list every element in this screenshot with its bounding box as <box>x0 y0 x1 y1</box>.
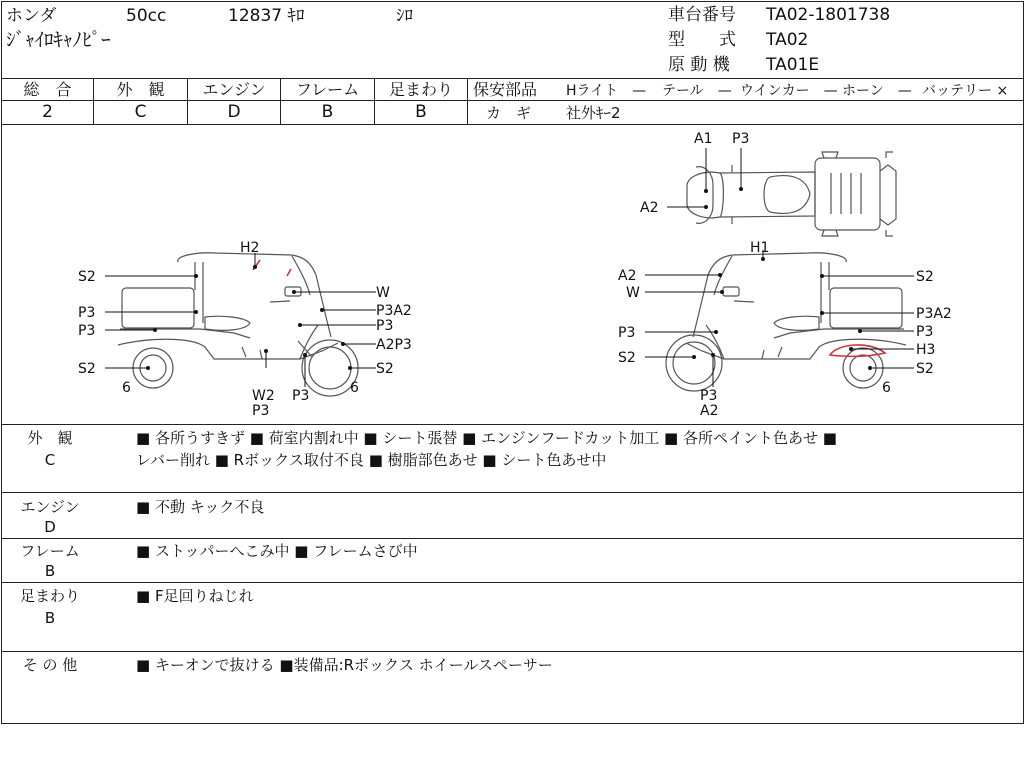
remark-title-other: そ の 他 <box>22 656 78 674</box>
label-s2: S2 <box>916 361 934 377</box>
label-a2: A2 <box>618 268 637 284</box>
label-w: W <box>626 285 640 301</box>
remark-grade-frame: B <box>44 562 56 580</box>
remark-text-frame: ■ ストッパーへこみ中 ■ フレームさび中 <box>136 542 418 560</box>
overall-grade: 2 <box>42 102 53 122</box>
damage-diagram <box>0 125 1024 424</box>
right-side-scooter <box>666 253 906 391</box>
label-a2p3: A2P3 <box>376 337 412 353</box>
label-p3: P3 <box>252 403 270 419</box>
remark-text-engine: ■ 不動 キック不良 <box>136 498 265 516</box>
label-p3: P3 <box>78 323 96 339</box>
remark-grade-engine: D <box>44 518 56 536</box>
model-name: ｼﾞｬｲﾛｷｬﾉﾋﾟｰ <box>6 29 111 51</box>
chassis-label: 車台番号 <box>668 5 736 25</box>
divider <box>1 582 1023 583</box>
key-value: 社外ｷｰ2 <box>566 104 621 122</box>
label-h2: H2 <box>240 240 260 256</box>
chassis-value: TA02-1801738 <box>766 5 891 25</box>
label-p3: P3 <box>78 305 96 321</box>
divider <box>1 538 1023 539</box>
label-p3: P3 <box>916 324 934 340</box>
remark-title-suspension: 足まわり <box>19 587 80 605</box>
remark-text-other: ■ キーオンで抜ける ■装備品:Rボックス ホイールスペーサー <box>136 656 553 674</box>
suspension-label: 足まわり <box>388 80 453 99</box>
divider <box>1 651 1023 652</box>
engine-model-value: TA01E <box>766 55 820 75</box>
left-side-scooter <box>118 253 358 396</box>
label-w2: W2 <box>252 388 275 404</box>
label-s2: S2 <box>618 350 636 366</box>
damage-points <box>146 187 872 370</box>
label-p3: P3 <box>618 325 636 341</box>
divider <box>1 492 1023 493</box>
label-s2: S2 <box>78 361 96 377</box>
engine-label: エンジン <box>202 80 266 99</box>
remark-grade-suspension: B <box>44 609 56 627</box>
label-h1: H1 <box>750 240 770 256</box>
label-6: 6 <box>882 380 891 396</box>
divider <box>1 78 1023 79</box>
frame-grade: B <box>321 102 334 122</box>
displacement: 50cc <box>126 6 167 26</box>
maker: ホンダ <box>6 6 57 26</box>
suspension-grade: B <box>415 102 427 122</box>
divider <box>1 100 467 101</box>
label-a1: A1 <box>694 131 713 147</box>
label-a2: A2 <box>640 200 659 216</box>
key-label: カ ギ <box>486 104 532 122</box>
remark-text-suspension: ■ F足回りねじれ <box>136 587 254 605</box>
overall-label: 総 合 <box>23 80 72 99</box>
safety-horn: ホーン — <box>842 83 912 99</box>
leader-lines <box>105 148 914 387</box>
label-p3: P3 <box>732 131 750 147</box>
safety-winker: ウインカー — <box>740 83 838 99</box>
remark-title-frame: フレーム <box>20 542 80 560</box>
label-p3a2: P3A2 <box>916 306 952 322</box>
exterior-label: 外 観 <box>116 80 165 99</box>
divider <box>1 424 1023 425</box>
top-view-scooter <box>687 152 896 236</box>
label-p3: P3 <box>376 318 394 334</box>
type-value: TA02 <box>766 30 809 50</box>
frame-label: フレーム <box>295 80 360 99</box>
engine-grade: D <box>227 102 241 122</box>
remark-text-exterior-2: レバー削れ ■ Rボックス取付不良 ■ 樹脂部色あせ ■ シート色あせ中 <box>136 451 607 469</box>
remark-title-engine: エンジン <box>20 498 80 516</box>
remark-title-exterior: 外 観 <box>27 429 73 447</box>
divider <box>467 78 468 124</box>
remark-grade-exterior: C <box>44 451 56 469</box>
safety-label: 保安部品 <box>473 80 538 99</box>
label-p3a2: P3A2 <box>376 303 412 319</box>
type-label: 型 式 <box>668 30 736 50</box>
engine-model-label: 原 動 機 <box>668 55 730 75</box>
exterior-grade: C <box>134 102 147 122</box>
mileage: 12837 ｷﾛ <box>228 6 305 26</box>
color: ｼﾛ <box>396 6 413 26</box>
label-s2: S2 <box>376 361 394 377</box>
label-w: W <box>376 285 390 301</box>
label-h3: H3 <box>916 342 936 358</box>
safety-battery: バッテリー × <box>922 83 1009 99</box>
safety-taillight: テール — <box>662 83 732 99</box>
label-6: 6 <box>350 380 359 396</box>
label-s2: S2 <box>916 269 934 285</box>
label-s2: S2 <box>78 269 96 285</box>
label-p3: P3 <box>700 388 718 404</box>
safety-headlight: Hライト — <box>566 83 647 99</box>
label-p3: P3 <box>292 388 310 404</box>
label-6: 6 <box>122 380 131 396</box>
label-a2: A2 <box>700 403 719 419</box>
remark-text-exterior-1: ■ 各所うすきず ■ 荷室内割れ中 ■ シート張替 ■ エンジンフードカット加工 ■ 各所ペイント色あせ ■ <box>136 429 837 447</box>
